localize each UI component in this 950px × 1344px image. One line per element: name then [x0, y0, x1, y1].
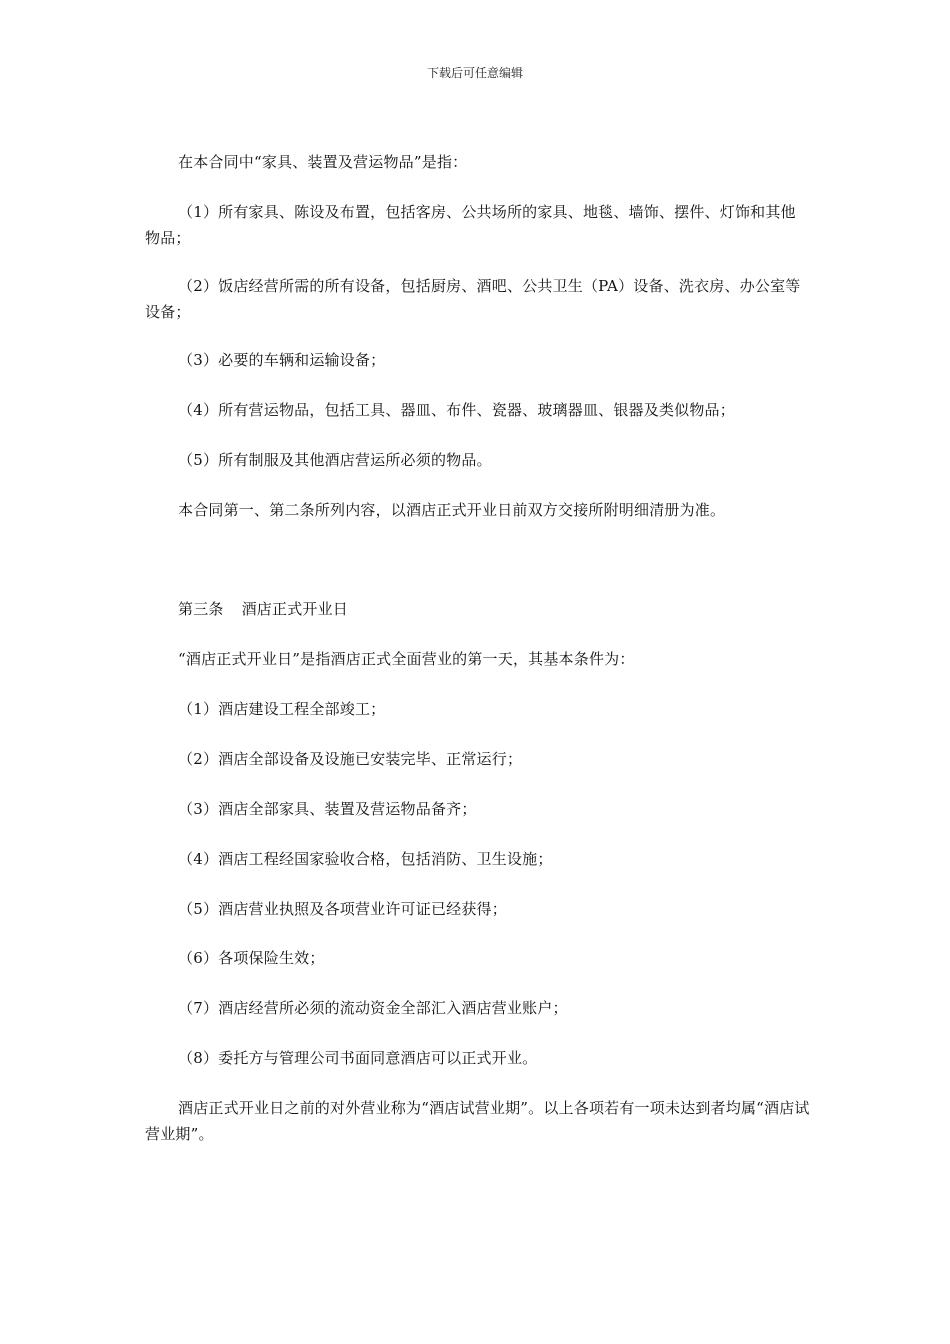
paragraph-inventory-note: 本合同第一、第二条所列内容，以酒店正式开业日前双方交接所附明细清册为准。: [178, 501, 726, 519]
article-3-number: 第三条: [178, 600, 224, 618]
article-3-intro: “酒店正式开业日”是指酒店正式全面营业的第一天，其基本条件为：: [178, 650, 635, 668]
article-3-item: （1）酒店建设工程全部竣工；: [178, 700, 386, 718]
article-3-title: 酒店正式开业日: [241, 600, 349, 618]
paragraph-item-2: （2）饭店经营所需的所有设备，包括厨房、酒吧、公共卫生（PA）设备、洗衣房、办公室等设备；: [145, 277, 801, 321]
paragraph-item-1: （1）所有家具、陈设及布置，包括客房、公共场所的家具、地毯、墙饰、摆件、灯饰和其他物品；: [145, 203, 796, 247]
article-3-item: （7）酒店经营所必须的流动资金全部汇入酒店营业账户；: [178, 999, 568, 1017]
article-3-item: （6）各项保险生效；: [178, 949, 325, 967]
paragraph-definition: 在本合同中“家具、装置及营运物品”是指：: [178, 153, 468, 171]
article-3-heading: [145, 596, 810, 622]
paragraph-item-3: （3）必要的车辆和运输设备；: [178, 351, 386, 369]
article-3-item: （4）酒店工程经国家验收合格，包括消防、卫生设施；: [178, 850, 553, 868]
article-3-item: （5）酒店营业执照及各项营业许可证已经获得；: [178, 900, 507, 918]
paragraph-item-5: （5）所有制服及其他酒店营运所必须的物品。: [178, 451, 492, 469]
article-3-closing: 酒店正式开业日之前的对外营业称为“酒店试营业期”。以上各项若有一项未达到者均属“酒店试营业期”。: [145, 1099, 810, 1143]
article-3-item: （8）委托方与管理公司书面同意酒店可以正式开业。: [178, 1049, 538, 1067]
paragraph-item-4: （4）所有营运物品，包括工具、器皿、布件、瓷器、玻璃器皿、银器及类似物品；: [178, 401, 735, 419]
page-header: 下载后可任意编辑: [426, 66, 523, 80]
article-3-item: （3）酒店全部家具、装置及营运物品备齐；: [178, 800, 477, 818]
article-3-item: （2）酒店全部设备及设施已安装完毕、正常运行；: [178, 750, 523, 768]
